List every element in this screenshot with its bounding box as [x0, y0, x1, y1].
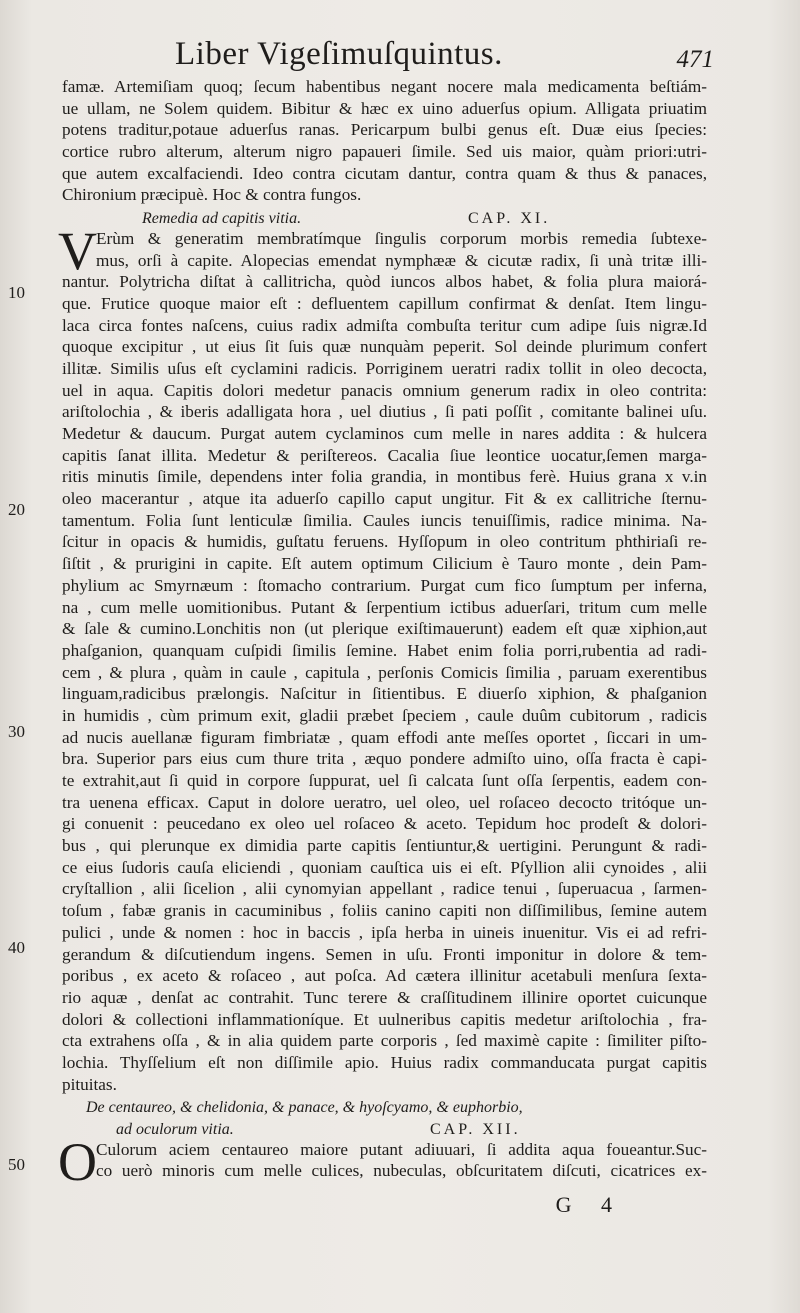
text-line: illitæ. Similis uſus eſt cyclamini radicis. Porriginem ueratri radix tollit in oleo decocta, [62, 358, 707, 378]
running-title: Liber Vigeſimuſquintus. [175, 36, 503, 72]
text-line: tamentum. Folia ſunt lenticulæ ſimilia. Caules iuncis tenuiſſimis, radice minima. Na- [62, 510, 707, 530]
text-line: uel in aqua. Capitis dolori medetur panacis omnium generum radix in oleo contrita: [62, 380, 707, 400]
text-line: oleo macerantur , atque ita aduerſo capillo caput ungitur. Fit & ex callitriche ſternu- [62, 489, 707, 509]
text-line: que autem excalfaciendi. Ideo contra cicutam dantur, contra quam & thus & panaces, [62, 163, 707, 183]
chapter-title-continued: ad oculorum vitia. [116, 1121, 234, 1138]
text-line: que. Frutice quoque maior eſt : defluentem capillum confirmat & denſat. Item lingu- [62, 293, 707, 313]
line-number-30: 30 [8, 722, 25, 741]
text-line: lochia. Thyſſelium eſt non diſſimile apio. Huius radix commanducata purgat capitis [62, 1052, 707, 1072]
signature-mark: G 4 [555, 1192, 624, 1217]
text-line: ariſtolochia , & iberis adalligata hora , uel diutius , ſi pati poſſit , comitante balinei uſu. [62, 402, 707, 422]
text-line: cta extrahens oſſa , & in alia quidem parte corporis , ſed maximè capite : ſimiliter piſto- [62, 1031, 707, 1051]
chapter-label: CAP. XI. [468, 210, 551, 228]
text-line: bus , qui plerunque ex dimidia parte capitis ſentiuntur,& uertigini. Perungunt & radi- [62, 836, 707, 856]
text-line: ſiſtit , & prurigini in capite. Eſt autem optimum Cilicium è Tauro monte , dein Pam- [62, 554, 707, 574]
text-line: ad nucis auellanæ figuram fimbriatæ , quam effodi ante meſſes oportet , ſiccari in um- [62, 727, 707, 747]
chapter-label: CAP. XII. [430, 1121, 521, 1138]
text-line: Culorum aciem centaureo maiore putant adiuuari, ſi addita aqua foueantur.Suc- [96, 1139, 707, 1159]
text-line: in humidis , cùm primum exit, gladii præbet ſpeciem , caule duûm cubitorum , radicis [62, 705, 707, 725]
drop-capital: V [58, 220, 97, 281]
chapter-heading-12-line2 [62, 1117, 707, 1139]
text-line: toſum , fabæ granis in cacuminibus , foliis canino capiti non diſſimilibus, ſemine autem [62, 901, 707, 921]
text-line: dolori & collectioni inflammationíque. Et uulneribus capitis medetur ariſtolochia , fra- [62, 1009, 707, 1029]
text-line: linguam,radicibus prælongis. Naſcitur in ſitientibus. E diuerſo xiphion, & phaſganion [62, 684, 707, 704]
text-line: capitis ſanat illita. Medetur & periſtereos. Cacalia ſiue leontice uocatur,ſemen marga- [62, 445, 707, 465]
text-line: pulici , unde & nomen : hoc in baccis , ipſa herba in uineis inuenitur. Vis ei ad refri- [62, 922, 707, 942]
text-line: cem , & plura , quàm in caule , capitula , perſonis Comicis ſimilia , paruam exerentibus [62, 662, 707, 682]
text-line: quoque excipitur , ut eius ſit ſuis quæ nunquàm peperit. Sol deinde plurimum confert [62, 337, 707, 357]
text-line: co uerò minoris cum melle culices, nubeculas, obſcuritatem diſcuti, cicatrices ex- [96, 1161, 707, 1181]
text-line: ſcitur in opacis & humidis, guſtatu feruens. Hyſſopum in oleo contritum phthiriaſi re- [62, 532, 707, 552]
text-line: bra. Superior pars eius cum thure trita , æquo pondere admiſto uino, oſſa fracta è capi- [62, 749, 707, 769]
text-line: phylium ac Smyrnæum : ſtomacho contrarium. Purgat cum fico ſumptum per inferna, [62, 575, 707, 595]
text-line: te extrahit,aut ſi quid in corpore ſuppurat, uel ſi calcata ſunt oſſa ſerpentis, eadem con- [62, 771, 707, 790]
chapter-heading-12 [62, 1095, 707, 1117]
drop-capital: O [58, 1131, 97, 1192]
text-line: mus, orſi à capite. Alopecias emendat nymphææ & cicutæ radix, ſi unà tritæ illi- [96, 250, 707, 270]
text-line: ue ullam, ne Solem quidem. Bibitur & hæc ex uino aduerſus opium. Alligata priuatim [62, 98, 707, 118]
chapter-title: Remedia ad capitis vitia. [142, 210, 302, 228]
text-line: & ſale & cumino.Lonchitis non (ut plerique exiſtimauerunt) eadem eſt quæ xiphion,aut [62, 619, 707, 639]
page-number: 471 [676, 46, 714, 73]
text-line: phaſganion, quanquam cuſpidi ſimilis ſemine. Habet enim folia porri,rubentia ad radi- [62, 640, 707, 660]
chapter-12-body [58, 1131, 707, 1192]
text-line: Chironium præcipuè. Hoc & contra fungos. [62, 185, 362, 205]
chapter-11-body [58, 220, 707, 281]
text-line: nantur. Polytricha diſtat à callitricha, quòd iuncos albos habet, & folia plura maiorá- [62, 272, 707, 292]
line-number-20: 20 [8, 500, 25, 519]
text-line: tra uenena efficax. Caput in dolore ueratro, uel oleo, uel roſaceo decocto tritóque un- [62, 792, 707, 812]
text-line: Erùm & generatim membratímque ſingulis corporum morbis remedia ſubtexe- [96, 228, 707, 248]
line-number-40: 40 [8, 938, 25, 957]
text-line: Medetur & daucum. Purgat autem cyclaminos cum melle in nares addita : & hulcera [62, 424, 707, 443]
chapter-heading-11 [62, 206, 707, 228]
text-line: gi conuenit : peucedano ex oleo uel roſaceo & aceto. Tepidum hoc prodeſt & dolori- [62, 814, 707, 834]
line-number-50: 50 [8, 1155, 25, 1174]
text-line: laca circa fontes naſcens, cuius radix admiſta combuſta teritur cum adipe ſuis nigræ.Id [62, 315, 707, 335]
text-line: cryſtallion , alii ſicelion , alii cynomyian appellant , radice tenui , ſuperuacua , ſarmen- [62, 879, 707, 899]
text-line: famæ. Artemiſiam quoq; ſecum habentibus negant nocere mala medicamenta beſtiám- [62, 77, 707, 96]
text-line: rio aquæ , denſat ac contrahit. Tunc terere & craſſitudinem illinire oportet cuicunque [62, 987, 707, 1007]
main-text [58, 76, 707, 1192]
chapter-title: De centaureo, & chelidonia, & panace, & hyoſcyamo, & euphorbio, [86, 1099, 523, 1117]
text-line: pituitas. [62, 1074, 117, 1094]
text-line: na , cum melle uomitionibus. Putant & ſerpentium ictibus aduerſari, tritum cum melle [62, 597, 707, 617]
text-line: poribus , ex aceto & roſaceo , aut poſca. Ad cætera illinitur acetabuli menſura ſexta- [62, 966, 707, 986]
text-line: ce eius ſudoris cauſa eliciendi , quoniam cauſtica uis ei eſt. Pſyllion alii cynoides , alii [62, 857, 707, 877]
text-line: ritis minutis ſimile, dependens inter folia grandia, in montibus ferè. Huius grana x v.in [62, 467, 707, 487]
page-header [175, 36, 712, 76]
text-line: cortice rubro alterum, alterum nigro papaueri ſimile. Sed uis maior, quàm priori:utri- [62, 142, 707, 162]
text-line: potens traditur,potaue aduerſus ranas. Pericarpum bulbi genus eſt. Duæ eius ſpecies: [62, 120, 707, 140]
text-line: gerandum & diſcutiendum ingens. Semen in uſu. Fronti imponitur in dolore & tem- [62, 944, 707, 964]
line-number-10: 10 [8, 283, 25, 302]
